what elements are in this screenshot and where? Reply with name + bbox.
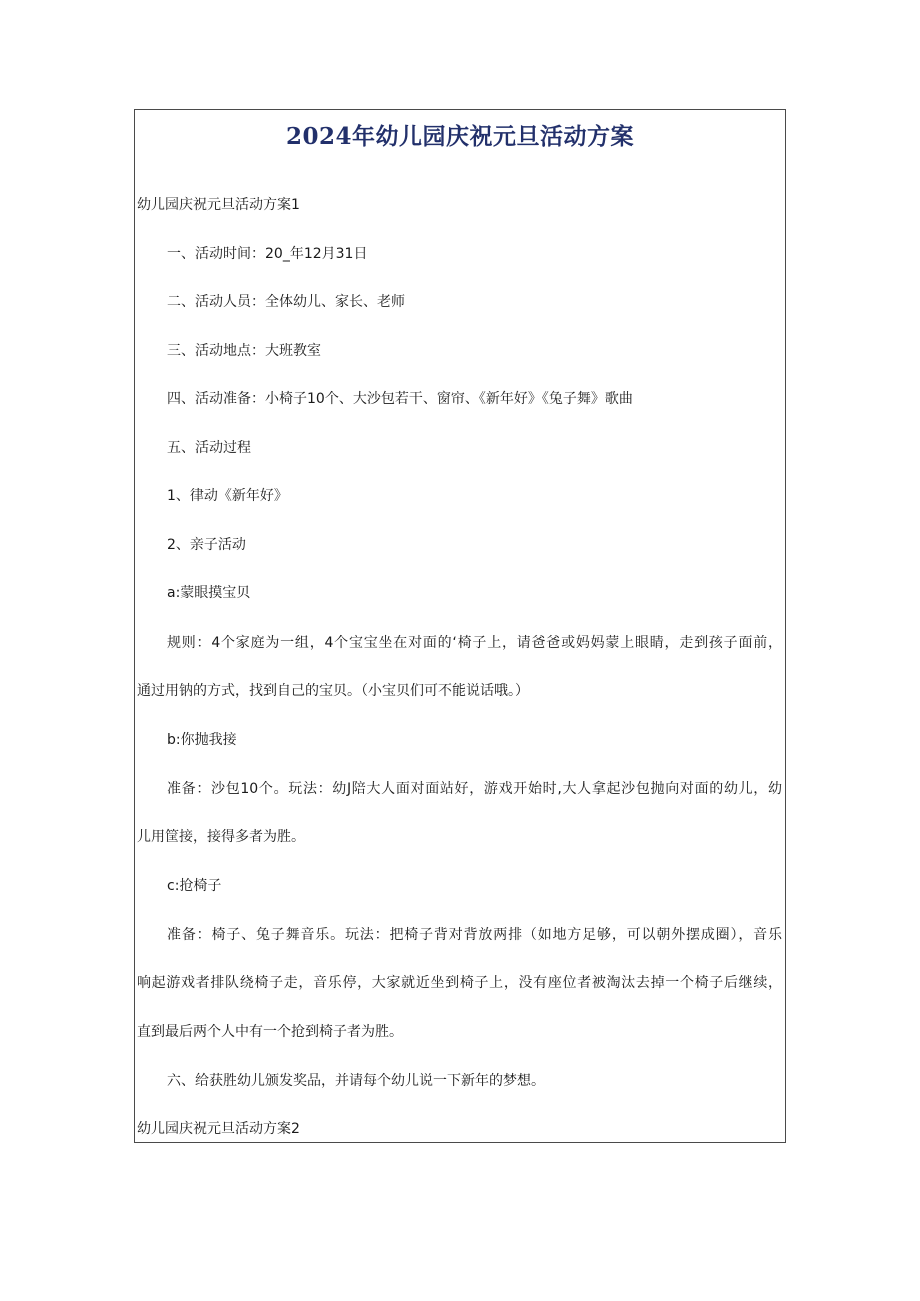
game-a-title: a:蒙眼摸宝贝 — [167, 585, 251, 601]
item-people: 二、活动人员：全体幼儿、家长、老师 — [167, 294, 405, 310]
game-a-rule-line-2: 通过用钠的方式，找到自己的宝贝。（小宝贝们可不能说话哦。） — [137, 683, 529, 699]
game-b-rule-line-2: 儿用筐接，接得多者为胜。 — [137, 829, 305, 845]
section-heading-2: 幼儿园庆祝元旦活动方案2 — [137, 1121, 300, 1137]
game-c-rule-line-2: 响起游戏者排队绕椅子走，音乐停，大家就近坐到椅子上，没有座位者被淘汰去掉一个椅子后继续， — [137, 975, 782, 991]
document-title: 2024年幼儿园庆祝元旦活动方案 — [285, 123, 634, 150]
item-time: 一、活动时间：20_年12月31日 — [167, 246, 368, 262]
game-c-title: c:抢椅子 — [167, 878, 222, 894]
item-place: 三、活动地点：大班教室 — [167, 343, 321, 359]
step-2: 2、亲子活动 — [167, 537, 246, 553]
game-b-title: b:你抛我接 — [167, 732, 237, 748]
game-b-rule-line-1: 准备：沙包10个。玩法：幼J陪大人面对面站好，游戏开始时,大人拿起沙包抛向对面的幼儿，幼 — [167, 781, 782, 797]
item-process: 五、活动过程 — [167, 440, 251, 456]
game-c-rule-line-1: 准备：椅子、兔子舞音乐。玩法：把椅子背对背放两排（如地方足够，可以朝外摆成圈），音乐 — [167, 927, 782, 943]
game-a-rule-line-1: 规则：4个家庭为一组，4个宝宝坐在对面的‘椅子上，请爸爸或妈妈蒙上眼睛，走到孩子面前， — [167, 635, 782, 651]
step-1: 1、律动《新年好》 — [167, 488, 288, 504]
item-award: 六、给获胜幼儿颁发奖品，并请每个幼儿说一下新年的梦想。 — [167, 1073, 545, 1089]
section-heading-1: 幼儿园庆祝元旦活动方案1 — [137, 197, 300, 213]
item-prep: 四、活动准备：小椅子10个、大沙包若干、窗帘、《新年好》《兔子舞》歌曲 — [167, 391, 633, 407]
game-c-rule-line-3: 直到最后两个人中有一个抢到椅子者为胜。 — [137, 1024, 403, 1040]
